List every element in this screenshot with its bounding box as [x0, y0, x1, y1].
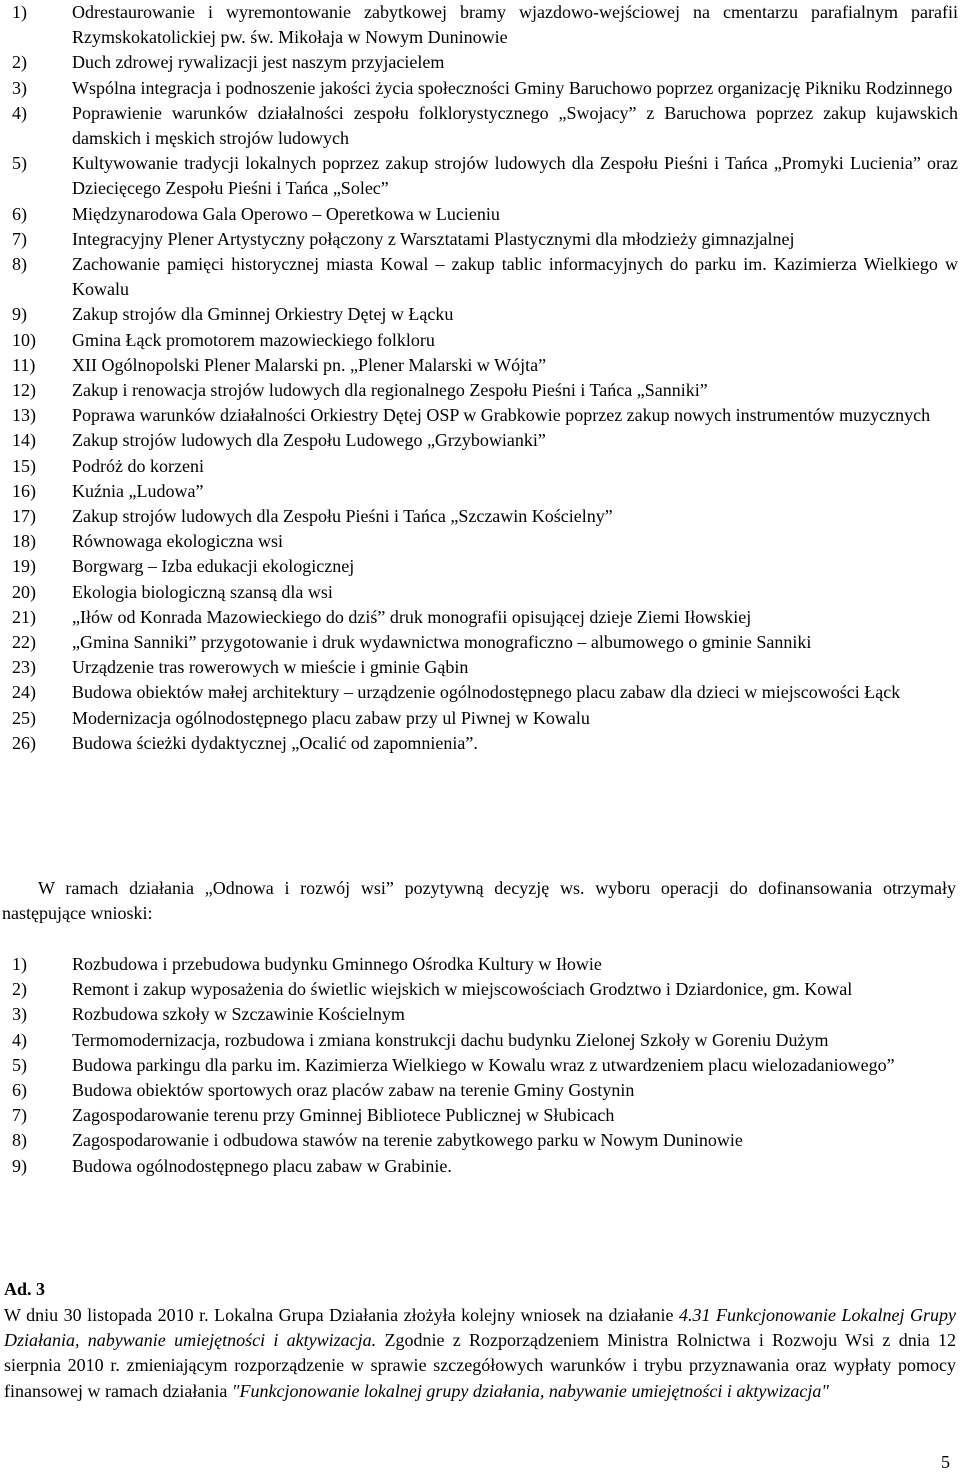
list-item-number: 10) [12, 329, 36, 350]
list-item-number: 8) [12, 1130, 27, 1151]
list-item-number: 22) [12, 632, 36, 653]
list-item-text: Modernizacja ogólnodostępnego placu zabaw przy ul Piwnej w Kowalu [72, 707, 590, 728]
list-item-number: 14) [12, 430, 36, 451]
list-item-text: Budowa ogólnodostępnego placu zabaw w Grabinie. [72, 1155, 452, 1176]
list-item-text: Rozbudowa i przebudowa budynku Gminnego Ośrodka Kultury w Iłowie [72, 954, 602, 974]
list-item [0, 1053, 958, 1078]
list-item-text: Wspólna integracja i podnoszenie jakości życia społeczności Gminy Baruchowo poprzez organizację Pikniku Rodzinnego [72, 77, 953, 98]
list-item [0, 1002, 958, 1027]
list-item-text: Kuźnia „Ludowa” [72, 480, 204, 501]
list-item-number: 7) [12, 1105, 27, 1126]
list-item-text: Kultywowanie tradycji lokalnych poprzez zakup strojów ludowych dla Zespołu Pieśni i Tańca „Promyki Lucienia” oraz Dziecięcego Zespołu Pieśni i Tańca „Solec” [72, 153, 958, 199]
list-item-text: Integracyjny Plener Artystyczny połączony z Warsztatami Plastycznymi dla młodzieży gimnazjalnej [72, 228, 795, 249]
list-item-number: 6) [12, 1080, 27, 1101]
list-item [0, 50, 958, 75]
list-item [0, 403, 958, 428]
list-item-number: 2) [12, 52, 27, 73]
list-item-text: Borgwarg – Izba edukacji ekologicznej [72, 556, 355, 577]
list-item-number: 5) [12, 153, 27, 174]
section-heading: Ad. 3 [4, 1279, 46, 1299]
list-item-number: 24) [12, 682, 36, 703]
list-item [0, 227, 958, 252]
list-item-text: „Gmina Sanniki” przygotowanie i druk wydawnictwa monograficzno – albumowego o gminie Sanniki [72, 632, 812, 653]
list-item-text: Remont i zakup wyposażenia do świetlic wiejskich w miejscowościach Grodztwo i Dziardonice, gm. Kowal [72, 979, 853, 1000]
list-item-text: Zakup strojów ludowych dla Zespołu Pieśni i Tańca „Szczawin Kościelny” [72, 506, 613, 527]
list-item [0, 428, 958, 453]
list-item-text: XII Ogólnopolski Plener Malarski pn. „Plener Malarski w Wójta” [72, 354, 547, 375]
list-item [0, 252, 958, 302]
para2-italic-1: 4.31 Funkcjonowanie Lokalnej Grupy Działania, nabywanie umiejętności i aktywizacja. [4, 1305, 956, 1351]
list-item-number: 6) [12, 203, 27, 224]
list-item-number: 12) [12, 380, 36, 401]
list-item-number: 7) [12, 228, 27, 249]
list-item-number: 15) [12, 455, 36, 476]
list-item-text: Duch zdrowej rywalizacji jest naszym przyjacielem [72, 52, 445, 73]
list-item [0, 605, 958, 630]
list-item-text: Zachowanie pamięci historycznej miasta Kowal – zakup tablic informacyjnych do parku im. Kazimierza Wielkiego w Kowalu [72, 254, 958, 300]
list-item [0, 706, 958, 731]
list-item [0, 731, 958, 756]
list-item-number: 19) [12, 556, 36, 577]
list-item-number: 25) [12, 707, 36, 728]
list-item [0, 977, 958, 1002]
list-item [0, 655, 958, 680]
list-item [0, 1154, 958, 1179]
list-item [0, 1078, 958, 1103]
list-item-text: „Iłów od Konrada Mazowieckiego do dziś” druk monografii opisującej dzieje Ziemi Iłowskiej [72, 606, 752, 627]
para2-italic-2: "Funkcjonowanie lokalnej grupy działania, nabywanie umiejętności i aktywizacja" [231, 1380, 829, 1401]
list-item-text: Zakup i renowacja strojów ludowych dla regionalnego Zespołu Pieśni i Tańca „Sanniki” [72, 380, 708, 401]
list-item-number: 26) [12, 732, 36, 753]
list-item-text: Urządzenie tras rowerowych w mieście i gminie Gąbin [72, 657, 469, 678]
list-item [0, 101, 958, 151]
approved-applications-list [0, 952, 958, 1179]
list-item [0, 1103, 958, 1128]
list-item-number: 21) [12, 606, 36, 627]
list-item [0, 630, 958, 655]
list-item-text: Termomodernizacja, rozbudowa i zmiana konstrukcji dachu budynku Zielonej Szkoły w Goreniu Dużym [72, 1029, 829, 1050]
list-item [0, 580, 958, 605]
list-item [0, 454, 958, 479]
page-number: 5 [941, 1452, 950, 1472]
list-item [0, 529, 958, 554]
list-item-number: 17) [12, 506, 36, 527]
list-item-number: 3) [12, 1004, 27, 1025]
list-item-text: Budowa obiektów sportowych oraz placów zabaw na terenie Gminy Gostynin [72, 1080, 635, 1101]
list-item-text: Gmina Łąck promotorem mazowieckiego folkloru [72, 329, 435, 350]
list-item [0, 479, 958, 504]
list-item [0, 952, 958, 977]
list-item [0, 0, 958, 50]
list-item-text: Poprawienie warunków działalności zespołu folklorystycznego „Swojacy” z Baruchowa poprzez zakup kujawskich damskich i męskich strojów ludowych [72, 102, 958, 149]
list-item-number: 23) [12, 657, 36, 678]
list-item [0, 151, 958, 201]
list-item [0, 76, 958, 101]
list-item-text: Równowaga ekologiczna wsi [72, 531, 283, 552]
list-item-number: 3) [12, 77, 27, 98]
list-item-number: 9) [12, 304, 27, 325]
list-item-number: 1) [12, 954, 27, 974]
list-item [0, 680, 958, 705]
list-item-text: Budowa obiektów małej architektury – urządzenie ogólnodostępnego placu zabaw dla dzieci w miejscowości Łąck [72, 682, 901, 703]
list-item [0, 378, 958, 403]
para2-text-1: W dniu 30 listopada 2010 r. Lokalna Grupa Działania złożyła kolejny wniosek na działanie [4, 1305, 680, 1325]
list-item-text: Budowa ścieżki dydaktycznej „Ocalić od zapomnienia”. [72, 732, 478, 753]
list-item [0, 554, 958, 579]
list-item [0, 1128, 958, 1153]
list-item-text: Zakup strojów dla Gminnej Orkiestry Dętej w Łącku [72, 304, 454, 325]
list-item-text: Międzynarodowa Gala Operowo – Operetkowa w Lucieniu [72, 203, 500, 224]
list-item-number: 2) [12, 979, 27, 1000]
list-item-number: 13) [12, 405, 36, 426]
para2-text-2: Zgodnie z Rozporządzeniem Ministra Rolnictwa i Rozwoju Wsi z dnia 12 sierpnia 2010 r. zmieniającym rozporządzenie w sprawie szczegółowych warunków i trybu przyznawania oraz wypłaty pomocy finansowej w ramach działania [4, 1330, 956, 1401]
list-item [0, 353, 958, 378]
list-item-text: Zagospodarowanie terenu przy Gminnej Bibliotece Publicznej w Słubicach [72, 1105, 615, 1126]
list-item-number: 16) [12, 480, 36, 501]
list-item-text: Rozbudowa szkoły w Szczawinie Kościelnym [72, 1004, 405, 1025]
list-item [0, 202, 958, 227]
list-item-number: 9) [12, 1155, 27, 1176]
list-item-number: 11) [12, 354, 36, 375]
list-item-text: Zagospodarowanie i odbudowa stawów na terenie zabytkowego parku w Nowym Duninowie [72, 1130, 743, 1151]
list-item-number: 4) [12, 102, 27, 123]
list-item-text: Ekologia biologiczną szansą dla wsi [72, 581, 333, 602]
list-item-text: Odrestaurowanie i wyremontowanie zabytkowej bramy wjazdowo-wejściowej na cmentarzu parafialnym parafii Rzymskokatolickiej pw. św. Mikołaja w Nowym Duninowie [72, 2, 958, 48]
list-item-number: 20) [12, 581, 36, 602]
list-item-number: 4) [12, 1029, 27, 1050]
list-item [0, 1028, 958, 1053]
list-item [0, 328, 958, 353]
list-item-number: 5) [12, 1054, 27, 1075]
list-item-number: 8) [12, 254, 27, 275]
list-item-text: Podróż do korzeni [72, 455, 204, 476]
list-item-number: 1) [12, 2, 27, 22]
body-paragraph [4, 1303, 956, 1404]
list-item [0, 302, 958, 327]
list-item-text: Zakup strojów ludowych dla Zespołu Ludowego „Grzybowianki” [72, 430, 546, 451]
list-item-text: Poprawa warunków działalności Orkiestry Dętej OSP w Grabkowie poprzez zakup nowych instrumentów muzycznych [72, 405, 931, 426]
list-item-number: 18) [12, 531, 36, 552]
list-item [0, 504, 958, 529]
list-item-text: Budowa parkingu dla parku im. Kazimierza Wielkiego w Kowalu wraz z utwardzeniem placu wielozadaniowego” [72, 1054, 895, 1075]
intro-paragraph: W ramach działania „Odnowa i rozwój wsi” pozytywną decyzję ws. wyboru operacji do dofinansowania otrzymały następujące wnioski: [2, 878, 956, 924]
